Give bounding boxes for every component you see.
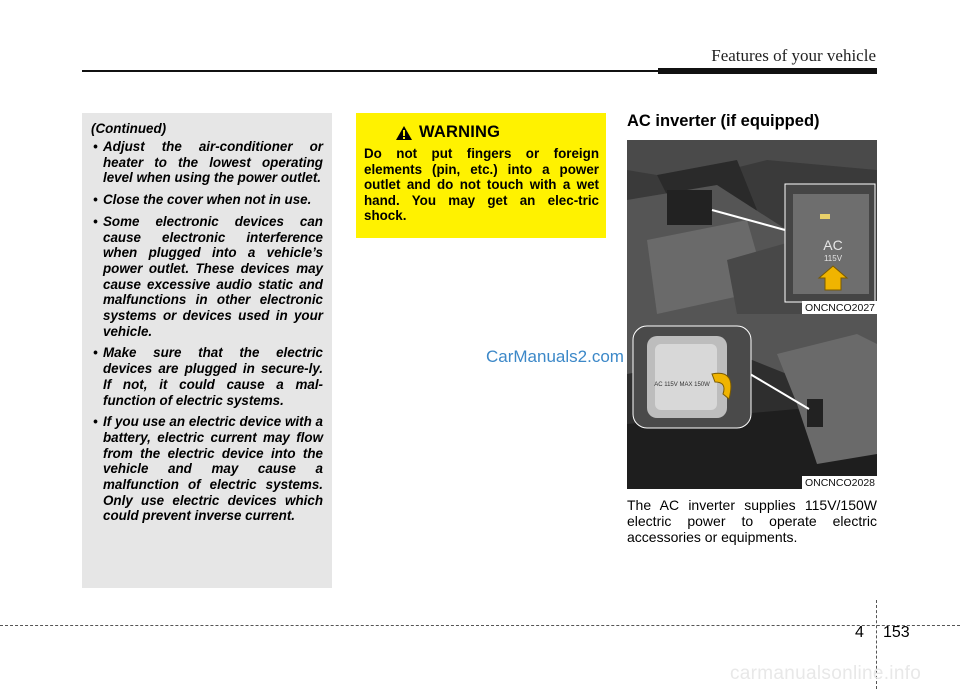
dashboard-illustration: [627, 140, 877, 314]
list-item: • Adjust the air-conditioner or heater to the lowest operating level when using the power outlet.: [93, 139, 323, 186]
section-description: The AC inverter supplies 115V/150W electric power to operate electric accessories or equipments.: [627, 497, 877, 545]
photo2-code: ONCNCO2028: [802, 476, 877, 489]
warning-triangle-icon: [395, 125, 413, 141]
warning-box: [356, 113, 606, 238]
list-item: • Close the cover when not in use.: [93, 192, 312, 208]
warning-text: Do not put fingers or foreign elements (pin, etc.) into a power outlet and do not touch with a wet hand. You may get an elec-tric shock.: [364, 146, 599, 224]
list-item-text: If you use an electric device with a battery, electric current may flow from the electric device into the vehicle and may cause a malfunction of electric systems. Only use electric devices which could prevent inverse current.: [103, 414, 323, 524]
chapter-number: 4: [855, 624, 864, 641]
footer-rule: [0, 625, 960, 626]
header-rule-accent: [658, 68, 877, 74]
caution-list: [91, 139, 323, 524]
watermark-link[interactable]: CarManuals2.com: [486, 347, 624, 366]
cargo-illustration: [627, 314, 877, 489]
switch-ac-label: AC: [823, 237, 843, 253]
continued-title: (Continued): [91, 121, 167, 136]
footer-watermark: carmanualsonline.info: [730, 663, 922, 684]
list-item-text: Make sure that the electric devices are plugged in secure-ly. If not, it could cause a mal-function of electric systems.: [103, 345, 323, 408]
dashboard-switch-photo: [627, 140, 877, 314]
warning-header: [395, 123, 599, 142]
list-item: • Make sure that the electric devices are plugged in secure-ly. If not, it could cause a mal-function of electric systems.: [93, 345, 323, 408]
section-title: AC inverter (if equipped): [627, 112, 820, 130]
switch-volt-label: 115V: [823, 254, 843, 263]
list-item-text: Some electronic devices can cause electronic interference when plugged into a vehicle’s power outlet. These devices may cause excessive audio static and malfunctions in other electronic systems or devices used in your vehicle.: [103, 213, 323, 339]
page-number: 153: [883, 624, 910, 641]
warning-label: WARNING: [419, 123, 501, 141]
list-item-text: Adjust the air-conditioner or heater to the lowest operating level when using the power outlet.: [103, 139, 323, 186]
list-item: • If you use an electric device with a battery, electric current may flow from the electric device into the vehicle and may cause a malfunction of electric systems. Only use electric devices which could prevent inverse current.: [93, 414, 323, 524]
continued-caution-box: [82, 113, 332, 588]
header-title: Features of your vehicle: [711, 46, 876, 65]
list-item-text: Close the cover when not in use.: [103, 192, 312, 208]
outlet-label: AC 115V MAX 150W: [654, 382, 710, 388]
list-item: • Some electronic devices can cause electronic interference when plugged into a vehicle’s power outlet. These devices may cause excessive audio static and malfunctions in other electronic systems or devices used in your vehicle.: [93, 213, 323, 339]
cargo-outlet-photo: [627, 314, 877, 489]
photo1-code: ONCNCO2027: [802, 301, 877, 314]
